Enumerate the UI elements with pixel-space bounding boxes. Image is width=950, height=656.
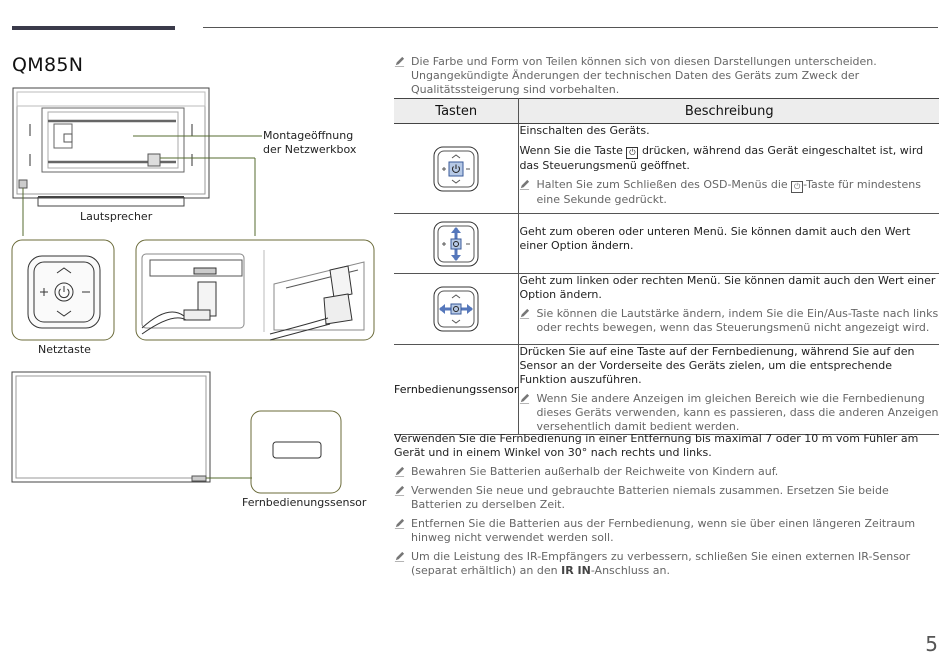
header-rule xyxy=(203,27,938,28)
power-button-illustration xyxy=(28,256,100,328)
sensor-key-label: Fernbedienungssensor xyxy=(394,382,519,396)
ir-note-pre: Um die Leistung des IR-Empfängers zu verbessern, schließen Sie einen externen IR-Sensor (separat erhältlich) an den xyxy=(411,550,911,577)
table-row xyxy=(394,124,939,214)
power-desc-line2-post: drücken, während das Gerät eingeschaltet ist, wird das Steuerungsmenü geöffnet. xyxy=(519,144,924,172)
updown-desc: Geht zum oberen oder unteren Menü. Sie können damit auch den Wert einer Option ändern. xyxy=(519,225,911,252)
power-inline-icon: ⏻ xyxy=(626,147,638,159)
table-header-keys: Tasten xyxy=(394,99,519,124)
remote-usage-section xyxy=(394,432,939,578)
power-inline-icon: ⏻ xyxy=(791,181,803,193)
key-cell-leftright xyxy=(394,274,519,345)
power-desc-line1: Einschalten des Geräts. xyxy=(519,124,650,137)
desc-cell-sensor xyxy=(519,345,939,435)
power-note-pre: Halten Sie zum Schließen des OSD-Menüs die xyxy=(536,178,788,191)
power-desc-line2-pre: Wenn Sie die Taste xyxy=(519,144,623,157)
page-title: QM85N xyxy=(12,54,84,76)
pencil-note-icon xyxy=(394,551,408,562)
sensor-label: Fernbedienungssensor xyxy=(242,496,367,509)
mount-label xyxy=(263,129,356,157)
network-box-angle-illustration xyxy=(270,262,364,340)
mount-label-line2: der Netzwerkbox xyxy=(263,143,357,156)
mount-label-line1: Montageöffnung xyxy=(263,129,354,142)
sensor-note-text: Wenn Sie andere Anzeigen im gleichen Bereich wie die Fernbedienung dieses Geräts verwenden, kann es passieren, dass die anderen Anzeigen versehentlich damit bedient werden. xyxy=(536,392,939,433)
remote-usage-paragraph: Verwenden Sie die Fernbedienung in einer Entfernung bis maximal 7 oder 10 m vom Fühler am Gerät und in einem Winkel von 30° nach rechts und links. xyxy=(394,432,919,459)
table-row xyxy=(394,345,939,435)
pencil-note-icon xyxy=(394,56,408,67)
battery-note-1 xyxy=(394,465,939,479)
ir-note-post: -Anschluss an. xyxy=(590,564,670,577)
ir-sensor-note xyxy=(394,550,939,578)
tv-front-illustration xyxy=(12,372,341,493)
power-key-icon xyxy=(433,146,479,192)
left-right-key-icon xyxy=(433,286,479,332)
key-cell-updown xyxy=(394,214,519,274)
intro-note xyxy=(394,55,939,97)
pencil-note-icon xyxy=(394,518,408,529)
pencil-note-icon xyxy=(519,308,533,319)
network-box-mount-illustration xyxy=(142,254,244,334)
header-accent-bar xyxy=(12,26,175,30)
key-cell-power xyxy=(394,124,519,214)
battery-note-3 xyxy=(394,517,939,545)
up-down-key-icon xyxy=(433,221,479,267)
leftright-note-text: Sie können die Lautstärke ändern, indem Sie die Ein/Aus-Taste nach links oder rechts bewegen, wenn das Steuerungsmenü nicht angezeigt wird. xyxy=(536,307,939,334)
leftright-desc: Geht zum linken oder rechten Menü. Sie können damit auch den Wert einer Option ändern. xyxy=(519,274,936,301)
pencil-note-icon xyxy=(519,393,533,404)
table-row xyxy=(394,214,939,274)
keys-table xyxy=(394,98,939,435)
battery-note-2 xyxy=(394,484,939,512)
intro-note-text: Die Farbe und Form von Teilen können sich von diesen Darstellungen unterscheiden. Ungangekündigte Änderungen der technischen Daten des Geräts zum Zweck der Qualitätssteigerung sind vorbehalten. xyxy=(411,55,877,96)
power-note-post: -Taste für mindestens eine Sekunde gedrückt. xyxy=(536,178,921,206)
page-number: 5 xyxy=(925,632,938,656)
power-button-label: Netztaste xyxy=(38,343,91,356)
sensor-note xyxy=(519,392,939,434)
desc-cell-power xyxy=(519,124,939,214)
leftright-note xyxy=(519,307,939,335)
battery-note-2-text: Verwenden Sie neue und gebrauchte Batterien niemals zusammen. Ersetzen Sie beide Batterien zu derselben Zeit. xyxy=(411,484,889,511)
power-desc-line2 xyxy=(519,144,939,173)
desc-cell-leftright xyxy=(519,274,939,345)
desc-cell-updown xyxy=(519,214,939,274)
sensor-desc: Drücken Sie auf eine Taste auf der Fernbedienung, während Sie auf den Sensor an der Vorderseite des Geräts zielen, um die entsprechende Funktion auszuführen. xyxy=(519,345,915,386)
battery-note-3-text: Entfernen Sie die Batterien aus der Fernbedienung, wenn sie über einen längeren Zeitraum hinweg nicht verwendet werden soll. xyxy=(411,517,916,544)
table-row xyxy=(394,274,939,345)
pencil-note-icon xyxy=(519,179,533,190)
pencil-note-icon xyxy=(394,485,408,496)
table-header-description: Beschreibung xyxy=(519,99,939,124)
ir-in-port-name: IR IN xyxy=(561,564,591,577)
pencil-note-icon xyxy=(394,466,408,477)
key-cell-sensor xyxy=(394,345,519,435)
power-note xyxy=(519,178,939,207)
speaker-label: Lautsprecher xyxy=(80,210,153,223)
battery-note-1-text: Bewahren Sie Batterien außerhalb der Reichweite von Kindern auf. xyxy=(411,465,779,478)
